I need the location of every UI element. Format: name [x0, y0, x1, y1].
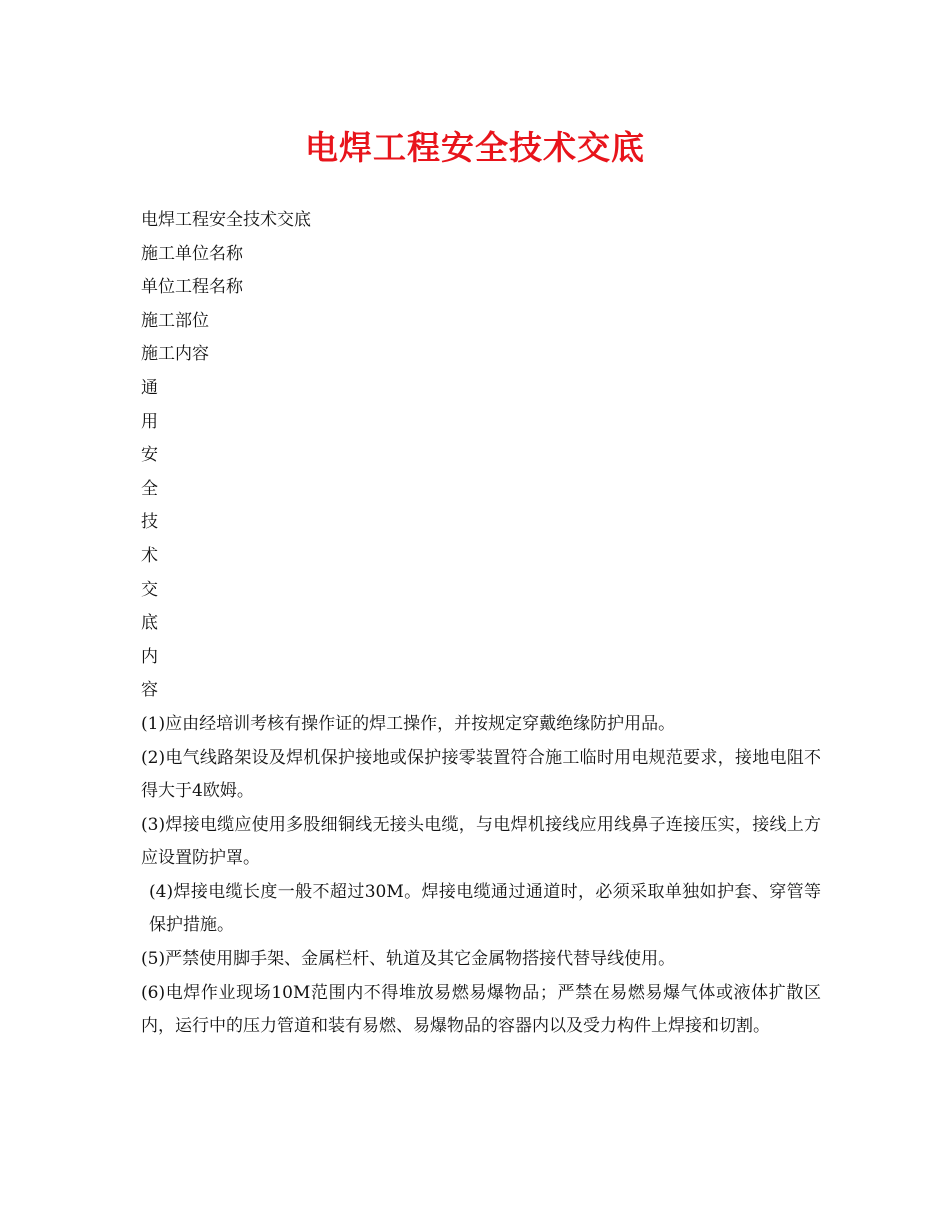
vertical-label-char: 技: [141, 512, 158, 533]
vertical-label-char: 容: [141, 680, 158, 701]
vertical-label-char: 用: [141, 411, 158, 432]
safety-item-6: (6)电焊作业现场10M范围内不得堆放易燃易爆物品；严禁在易燃易爆气体或液体扩散区内，运行中的压力管道和装有易燃、易爆物品的容器内以及受力构件上焊接和切割。: [141, 982, 821, 1037]
vertical-label-char: 全: [141, 478, 158, 499]
safety-item-4: (4)焊接电缆长度一般不超过30M。焊接电缆通过通道时，必须采取单独如护套、穿管等保护措施。: [149, 881, 821, 936]
vertical-label-char: 内: [141, 646, 158, 667]
header-line-location: 施工部位: [141, 310, 209, 331]
header-line-company: 施工单位名称: [141, 243, 243, 264]
header-line-content: 施工内容: [141, 344, 209, 365]
safety-item-3: (3)焊接电缆应使用多股细铜线无接头电缆，与电焊机接线应用线鼻子连接压实，接线上方应设置防护罩。: [141, 814, 821, 869]
document-title: 电焊工程安全技术交底: [305, 128, 645, 167]
header-line-title: 电焊工程安全技术交底: [141, 210, 311, 230]
safety-item-1: (1)应由经培训考核有操作证的焊工操作，并按规定穿戴绝缘防护用品。: [141, 713, 676, 734]
vertical-label-char: 交: [141, 579, 158, 600]
header-line-project: 单位工程名称: [141, 277, 243, 298]
vertical-label-char: 术: [141, 545, 158, 566]
safety-item-5: (5)严禁使用脚手架、金属栏杆、轨道及其它金属物搭接代替导线使用。: [141, 949, 676, 970]
document-body: [141, 204, 821, 1044]
vertical-label-char: 底: [141, 613, 158, 634]
vertical-label-char: 通: [141, 377, 158, 398]
safety-item-2: (2)电气线路架设及焊机保护接地或保护接零装置符合施工临时用电规范要求，接地电阻不得大于4欧姆。: [141, 747, 821, 802]
vertical-label-char: 安: [141, 445, 158, 466]
